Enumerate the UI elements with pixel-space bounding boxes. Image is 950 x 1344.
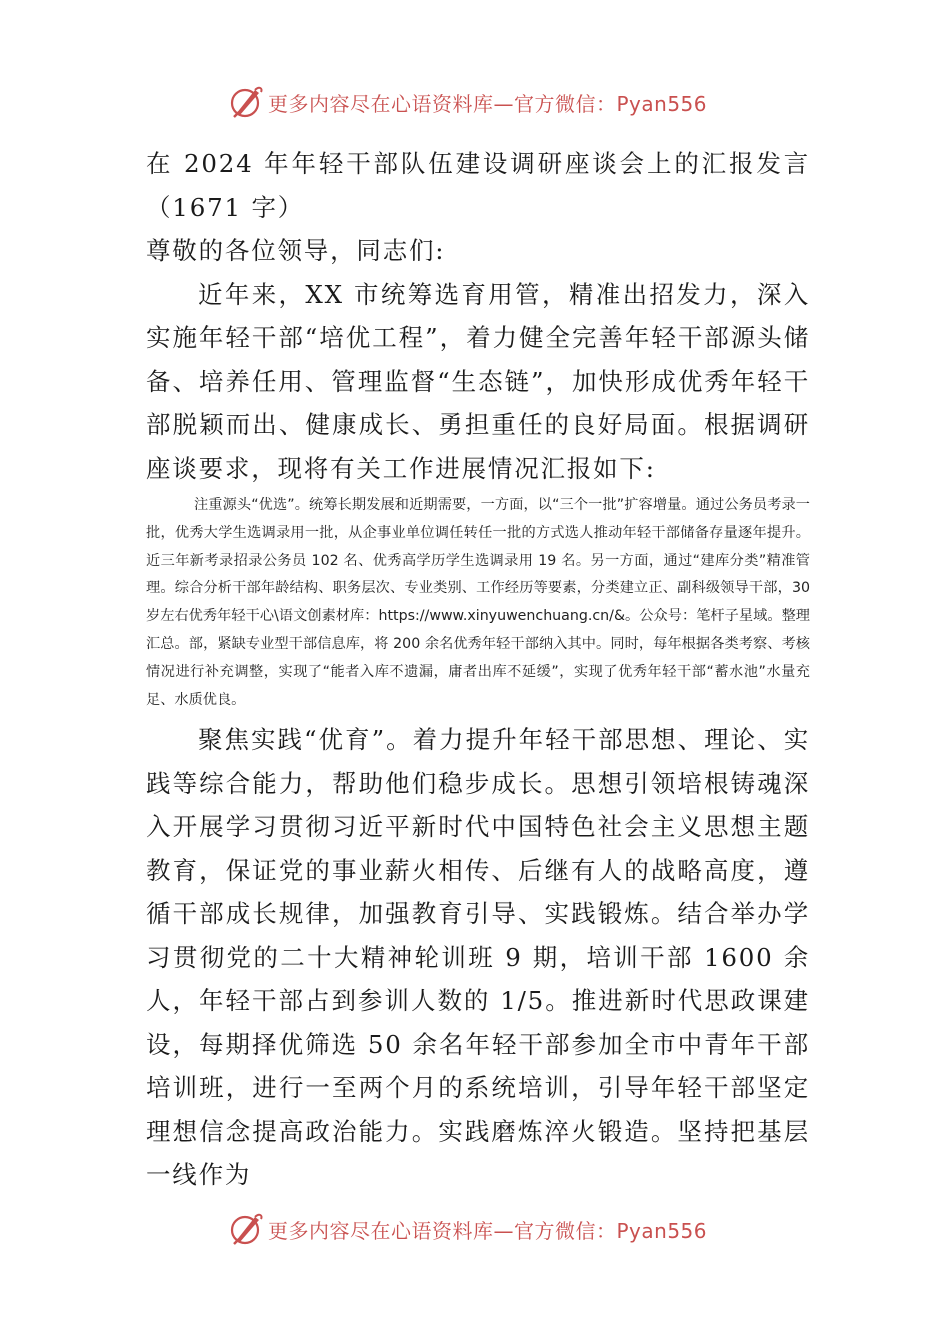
salutation: 尊敬的各位领导，同志们: [146,236,446,265]
selection-paragraph: 注重源头“优选”。统筹长期发展和近期需要，一方面，以“三个一批”扩容增量。通过公务员考录一批，优秀大学生选调录用一批，从企事业单位调任转任一批的方式选人推动年轻干部储备存量逐年提升。近三年新考录招录公务员 102 名、优秀高学历学生选调录用 19 名。另一方面，通过“建库分类”精准管理。综合分析干部年龄结构、职务层次、专业类别、工作经历等要素，分类建立正、副科级领导干部，30 岁左右优秀年轻干心\语文创素材库：https://www.xinyuwenchuang.cn/&。公众号：笔杆子星域。整理汇总。部，紧缺专业型干部信息库，将 200 余名优秀年轻干部纳入其中。同时，每年根据各类考察、考核情况进行补充调整，实现了“能者入库不遗漏，庸者出库不延缓”，实现了优秀年轻干部“蓄水池”水量充足、水质优良。 [146,497,810,708]
cultivation-paragraph: 聚焦实践“优育”。着力提升年轻干部思想、理论、实践等综合能力，帮助他们稳步成长。思想引领培根铸魂深入开展学习贯彻习近平新时代中国特色社会主义思想主题教育，保证党的事业薪火相传、后继有人的战略高度，遵循干部成长规律，加强教育引导、实践锻炼。结合举办学习贯彻党的二十大精神轮训班 9 期，培训干部 1600 余人，年轻干部占到参训人数的 1/5。推进新时代思政课建设，每期择优筛选 50 余名年轻干部参加全市中青年干部培训班，进行一至两个月的系统培训，引导年轻干部坚定理想信念提高政治能力。实践磨炼淬火锻造。坚持把基层一线作为 [146,725,810,1190]
document-body [146,142,810,1197]
watermark-text: 更多内容尽在心语资料库—官方微信：Pyan556 [268,91,708,116]
intro-paragraph: 近年来，XX 市统筹选育用管，精准出招发力，深入实施年轻干部“培优工程”，着力健全完善年轻干部源头储备、培养任用、管理监督“生态链”，加快形成优秀年轻干部脱颖而出、健康成长、勇担重任的良好局面。根据调研座谈要求，现将有关工作进展情况汇报如下: [146,279,810,483]
document-title: 在 2024 年年轻干部队伍建设调研座谈会上的汇报发言（1671 字） [146,149,810,222]
watermark-text: 更多内容尽在心语资料库—官方微信：Pyan556 [268,1218,708,1243]
header-watermark [228,82,707,122]
quill-pen-logo-icon [228,1211,264,1247]
footer-watermark [228,1209,707,1249]
quill-pen-logo-icon [228,84,264,120]
